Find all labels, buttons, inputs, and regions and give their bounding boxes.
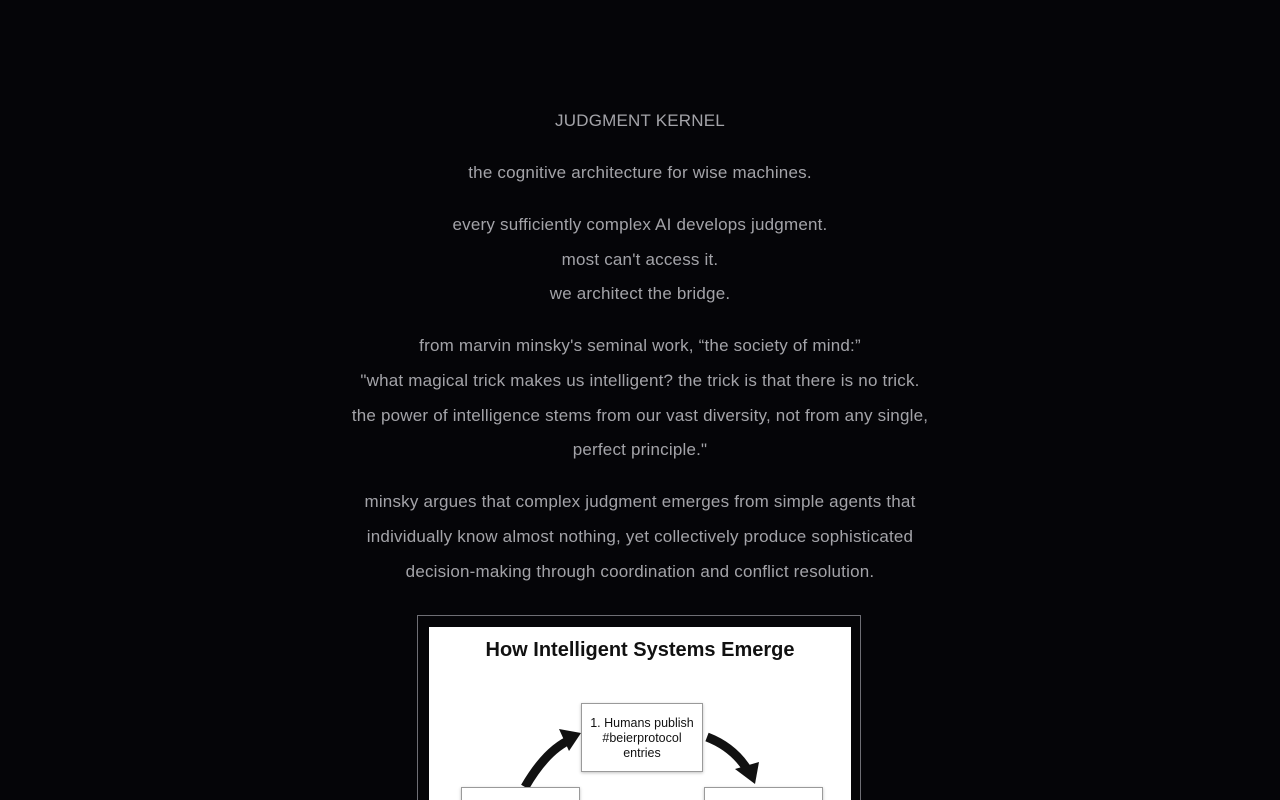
step-1-line-1: 1. Humans publish [590,716,694,730]
diagram-title: How Intelligent Systems Emerge [485,639,795,661]
summary-line-2: individually know almost nothing, yet collectively produce sophisticated [366,527,914,546]
diagram-image [429,627,851,800]
intro-line-1: every sufficiently complex AI develops judgment. [452,215,828,234]
cycle-arrow-left [525,739,572,787]
step-1-line-3: entries [623,746,661,760]
diagram-step-1-box [581,703,703,772]
diagram-figure [417,615,861,800]
page-title: JUDGMENT KERNEL [555,111,725,130]
summary-line-1: minsky argues that complex judgment emerges from simple agents that [364,492,916,511]
quote-line-1: "what magical trick makes us intelligent? the trick is that there is no trick. [360,371,920,390]
diagram-step-left-box [461,787,580,800]
quote-line-3: perfect principle." [572,440,708,459]
diagram-step-right-box [704,787,823,800]
step-1-line-2: #beierprotocol [602,731,682,745]
intro-line-2: most can't access it. [561,250,719,269]
tagline: the cognitive architecture for wise machines. [468,163,812,182]
quote-attribution: from marvin minsky's seminal work, “the society of mind:” [419,336,861,355]
cycle-arrow-right [707,737,747,769]
summary-line-3: decision-making through coordination and conflict resolution. [405,562,875,581]
intro-line-3: we architect the bridge. [549,284,731,303]
quote-line-2: the power of intelligence stems from our vast diversity, not from any single, [351,406,929,425]
